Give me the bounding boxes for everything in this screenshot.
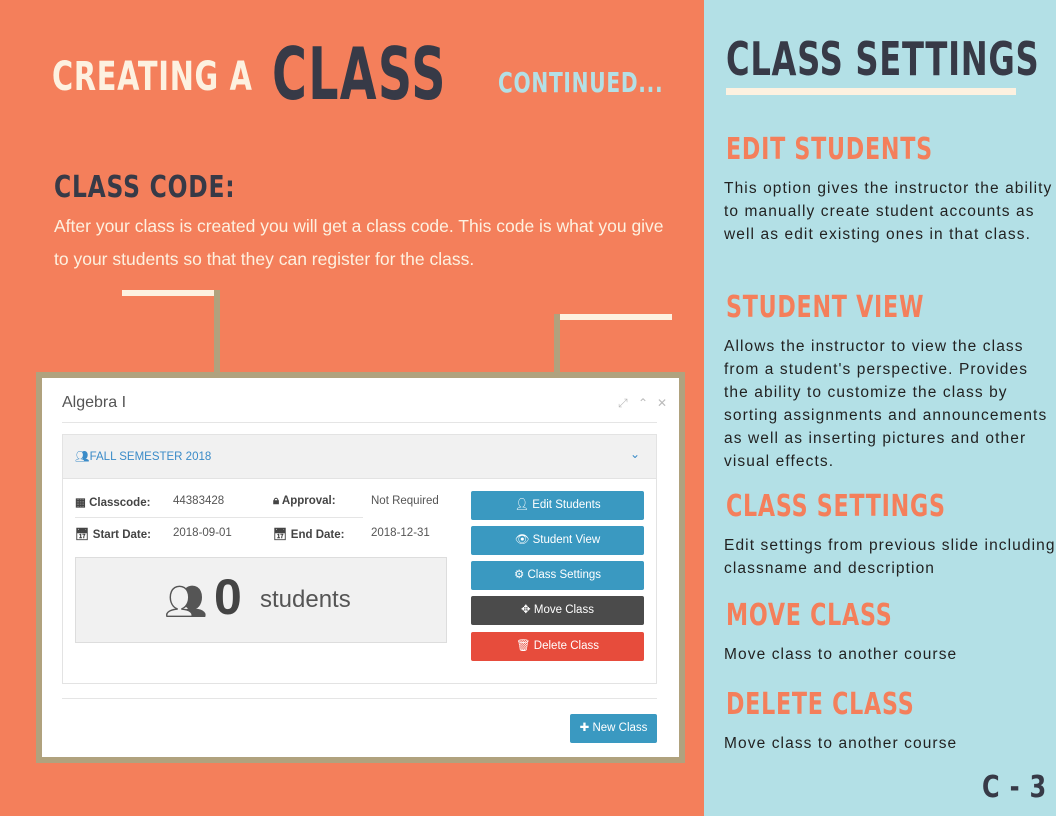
expand-icon[interactable]: ⤢ xyxy=(618,396,628,410)
title-underline xyxy=(726,88,1016,95)
footer-divider xyxy=(62,698,657,699)
student-view-button[interactable]: 👁︎ Student View xyxy=(471,526,644,555)
delete-class-heading: DELETE CLASS xyxy=(726,687,915,722)
move-class-button[interactable]: ✥ Move Class xyxy=(471,596,644,625)
delete-class-button[interactable]: 🗑︎ Delete Class xyxy=(471,632,644,661)
title-main: CLASS xyxy=(272,32,447,116)
classcode-value: 44383428 xyxy=(173,495,225,507)
class-settings-title: CLASS SETTINGS xyxy=(726,32,1040,86)
start-date-label: 📅︎ Start Date: xyxy=(75,529,151,541)
class-settings-description: Edit settings from previous slide including classname and description xyxy=(724,537,1056,577)
approval-value: Not Required xyxy=(371,495,439,507)
approval-label: 🔒︎ Approval: xyxy=(273,495,336,507)
class-code-heading: CLASS CODE: xyxy=(54,170,236,205)
students-label: students xyxy=(260,586,351,613)
semester-card-header[interactable] xyxy=(63,435,656,479)
move-class-heading: MOVE CLASS xyxy=(726,598,893,633)
student-view-heading: STUDENT VIEW xyxy=(726,290,925,325)
edit-students-description: This option gives the instructor the ability to manually create student accounts as well as edit existing ones in that class. xyxy=(724,180,1053,243)
connector-line-left-h xyxy=(122,290,218,296)
student-count: 0 xyxy=(214,569,242,625)
title-suffix: CONTINUED... xyxy=(498,66,664,99)
edit-students-button[interactable]: 👤︎ Edit Students xyxy=(471,491,644,520)
class-settings-heading: CLASS SETTINGS xyxy=(726,489,946,524)
page-number: C - 3 xyxy=(982,770,1047,805)
close-icon[interactable]: ✕ xyxy=(657,396,668,410)
row-divider xyxy=(75,517,363,518)
users-icon: 👥︎ xyxy=(164,583,208,621)
classcode-label: ▦ Classcode: xyxy=(75,497,151,509)
class-panel-screenshot xyxy=(36,372,685,763)
delete-class-description: Move class to another course xyxy=(724,735,958,752)
edit-students-heading: EDIT STUDENTS xyxy=(726,132,933,167)
title-prefix: CREATING A xyxy=(52,54,253,100)
divider xyxy=(62,422,657,423)
chevron-up-icon[interactable]: ⌃ xyxy=(638,396,649,410)
semester-card xyxy=(62,434,657,684)
end-date-label: 📅︎ End Date: xyxy=(273,529,345,541)
student-count-box xyxy=(75,557,447,643)
class-panel-title: Algebra I xyxy=(62,394,127,411)
connector-line-right-h xyxy=(554,314,672,320)
new-class-button[interactable]: ✚ New Class xyxy=(570,714,657,743)
chevron-down-icon[interactable]: ⌄ xyxy=(629,447,640,461)
semester-label: 👥︎FALL SEMESTER 2018 xyxy=(75,451,212,463)
end-date-value: 2018-12-31 xyxy=(371,527,430,539)
start-date-value: 2018-09-01 xyxy=(173,527,232,539)
class-settings-button[interactable]: ⚙︎ Class Settings xyxy=(471,561,644,590)
class-code-body: After your class is created you will get a class code. This code is what you give to your students so that they can register for the class. xyxy=(54,216,664,269)
student-view-description: Allows the instructor to view the class from a student's perspective. Provides the ability to customize the class by sorting assignments and announcements as well as inserting pictures and other visual effects. xyxy=(724,338,1048,470)
move-class-description: Move class to another course xyxy=(724,646,958,663)
